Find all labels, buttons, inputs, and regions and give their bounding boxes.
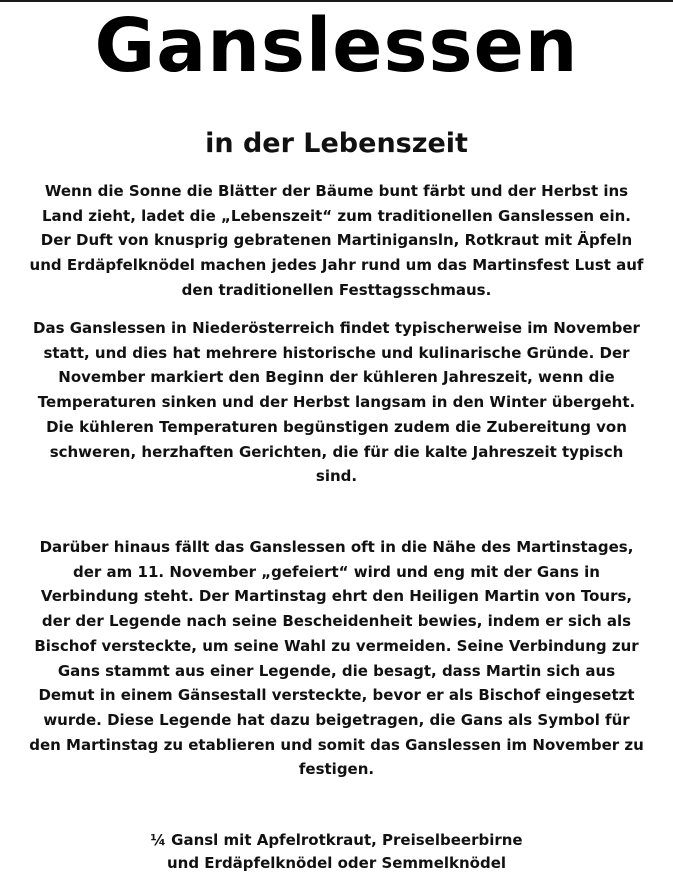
menu-line-2: und Erdäpfelknödel oder Semmelknödel [166, 854, 507, 872]
page-subtitle: in der Lebenszeit [205, 128, 468, 159]
intro-paragraph: Wenn die Sonne die Blätter der Bäume bunt färbt und der Herbst ins Land zieht, ladet die „Lebenszeit“ zum traditionellen Ganslessen ein. Der Duft von knusprig gebratenen Martinigansln, Rotkraut mit Äpfeln und Erdäpfelknödel machen jedes Jahr rund um das Martinsfest Lust auf den traditionellen Festtagsschmaus. [29, 182, 644, 299]
page-title: Ganslessen [94, 3, 579, 89]
menu-line-1: ¼ Gansl mit Apfelrotkraut, Preiselbeerbirne [150, 831, 523, 849]
november-paragraph: Das Ganslessen in Niederösterreich findet typischerweise im November statt, und dies hat mehrere historische und kulinarische Gründe. Der November markiert den Beginn der kühleren Jahreszeit, wenn die Temperaturen sinken und der Herbst langsam in den Winter übergeht. Die kühleren Temperaturen begünstigen zudem die Zubereitung von schweren, herzhaften Gerichten, die für die kalte Jahreszeit typisch sind. [33, 319, 640, 486]
menu-offer [0, 829, 673, 875]
martinstag-paragraph: Darüber hinaus fällt das Ganslessen oft in die Nähe des Martinstages, der am 11. November „gefeiert“ wird und eng mit der Gans in Verbindung steht. Der Martinstag ehrt den Heiligen Martin von Tours, der der Legende nach seine Bescheidenheit bewies, indem er sich als Bischof versteckte, um seine Wahl zu vermeiden. Seine Verbindung zur Gans stammt aus einer Legende, die besagt, dass Martin sich aus Demut in einem Gänsestall versteckte, bevor er als Bischof eingesetzt wurde. Diese Legende hat dazu beigetragen, die Gans als Symbol für den Martinstag zu etablieren und somit das Ganslessen im November zu festigen. [29, 538, 644, 779]
